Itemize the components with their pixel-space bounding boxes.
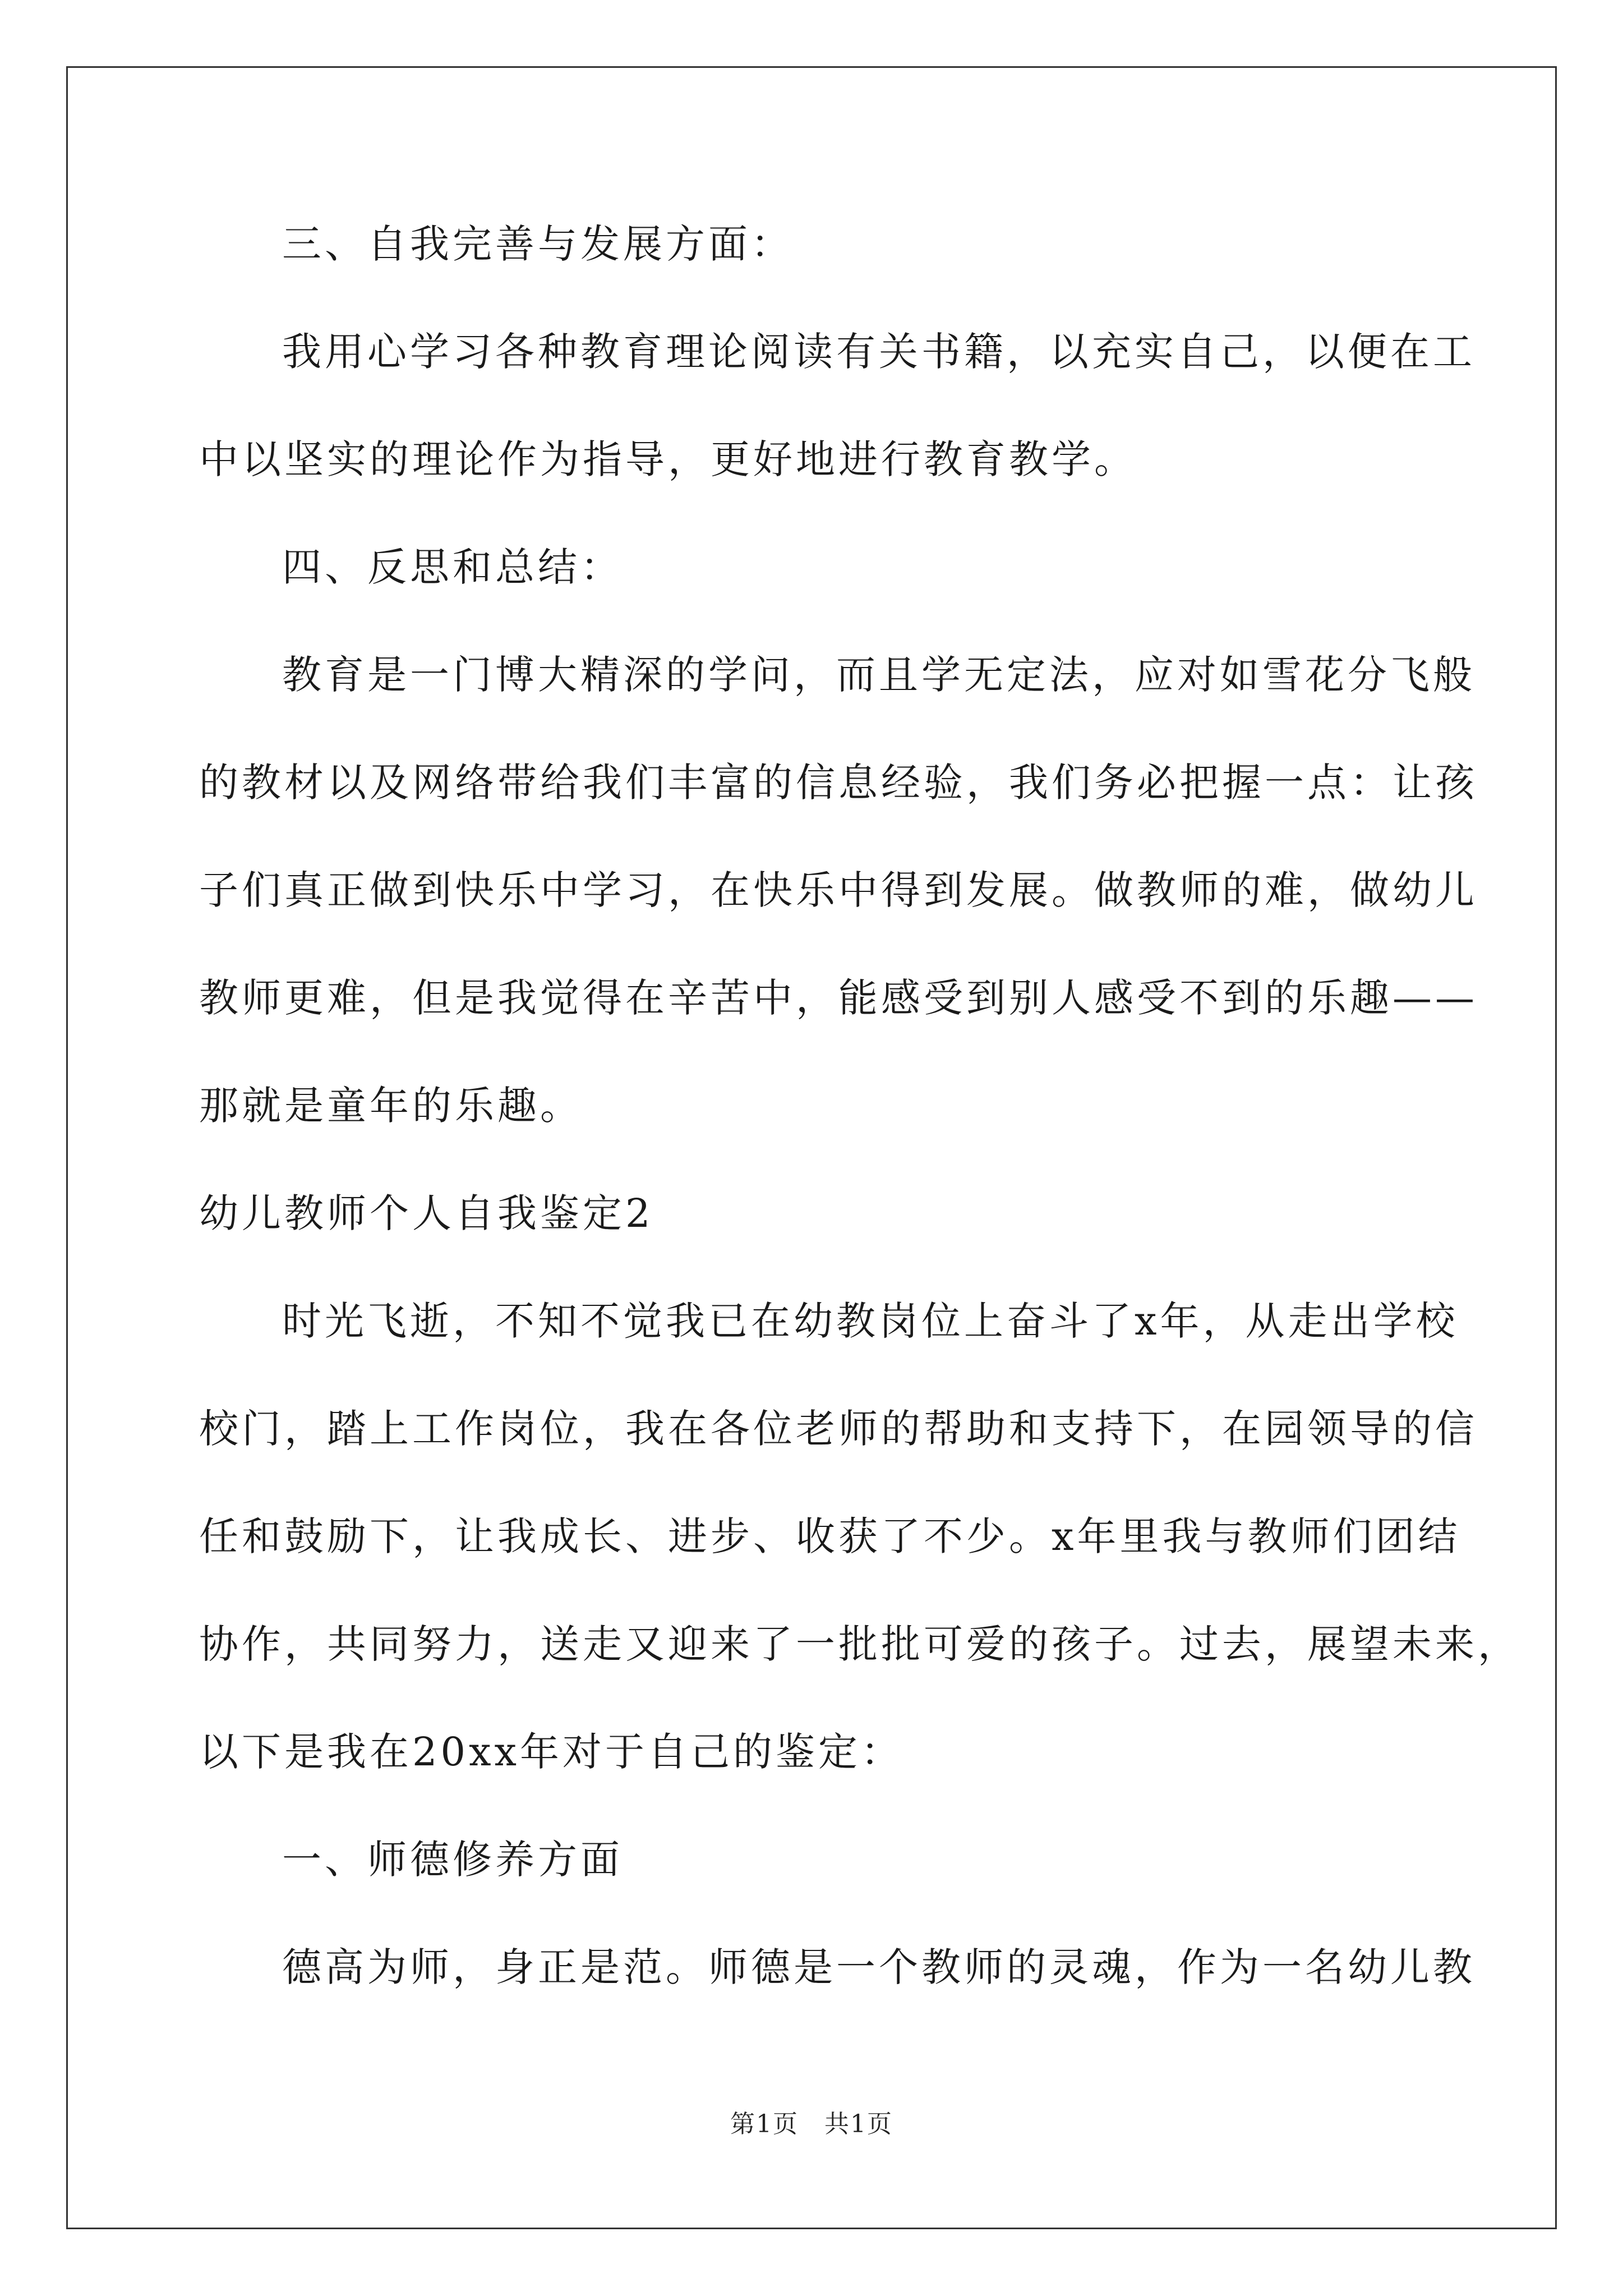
paragraph-line: 教师更难，但是我觉得在辛苦中，能感受到别人感受不到的乐趣—— bbox=[199, 975, 1478, 1021]
section-heading-4: 四、反思和总结： bbox=[282, 544, 623, 590]
page-border bbox=[66, 66, 1557, 2229]
section-heading-3: 三、自我完善与发展方面： bbox=[282, 221, 794, 267]
paragraph-line: 的教材以及网络带给我们丰富的信息经验，我们务必把握一点：让孩 bbox=[199, 760, 1478, 806]
paragraph-line: 时光飞逝，不知不觉我已在幼教岗位上奋斗了x年，从走出学校 bbox=[282, 1298, 1459, 1344]
paragraph-line: 校门，踏上工作岗位，我在各位老师的帮助和支持下，在园领导的信 bbox=[199, 1406, 1478, 1452]
paragraph-line: 那就是童年的乐趣。 bbox=[199, 1083, 583, 1129]
page-number-footer: 第1页 共1页 bbox=[730, 2110, 893, 2138]
paragraph-line: 协作，共同努力，送走又迎来了一批批可爱的孩子。过去，展望未来， bbox=[199, 1621, 1520, 1667]
paragraph-line: 我用心学习各种教育理论阅读有关书籍，以充实自己，以便在工 bbox=[282, 329, 1476, 375]
article-title: 幼儿教师个人自我鉴定2 bbox=[199, 1190, 654, 1236]
paragraph-line: 子们真正做到快乐中学习，在快乐中得到发展。做教师的难，做幼儿 bbox=[199, 867, 1478, 913]
paragraph-line: 任和鼓励下，让我成长、进步、收获了不少。x年里我与教师们团结 bbox=[199, 1513, 1461, 1559]
paragraph-line: 德高为师，身正是范。师德是一个教师的灵魂，作为一名幼儿教 bbox=[282, 1944, 1476, 1990]
paragraph-line: 以下是我在20xx年对于自己的鉴定： bbox=[199, 1729, 904, 1775]
paragraph-line: 中以坚实的理论作为指导，更好地进行教育教学。 bbox=[199, 436, 1137, 482]
section-heading-1: 一、师德修养方面 bbox=[282, 1837, 623, 1883]
paragraph-line: 教育是一门博大精深的学问，而且学无定法，应对如雪花分飞般 bbox=[282, 652, 1476, 698]
